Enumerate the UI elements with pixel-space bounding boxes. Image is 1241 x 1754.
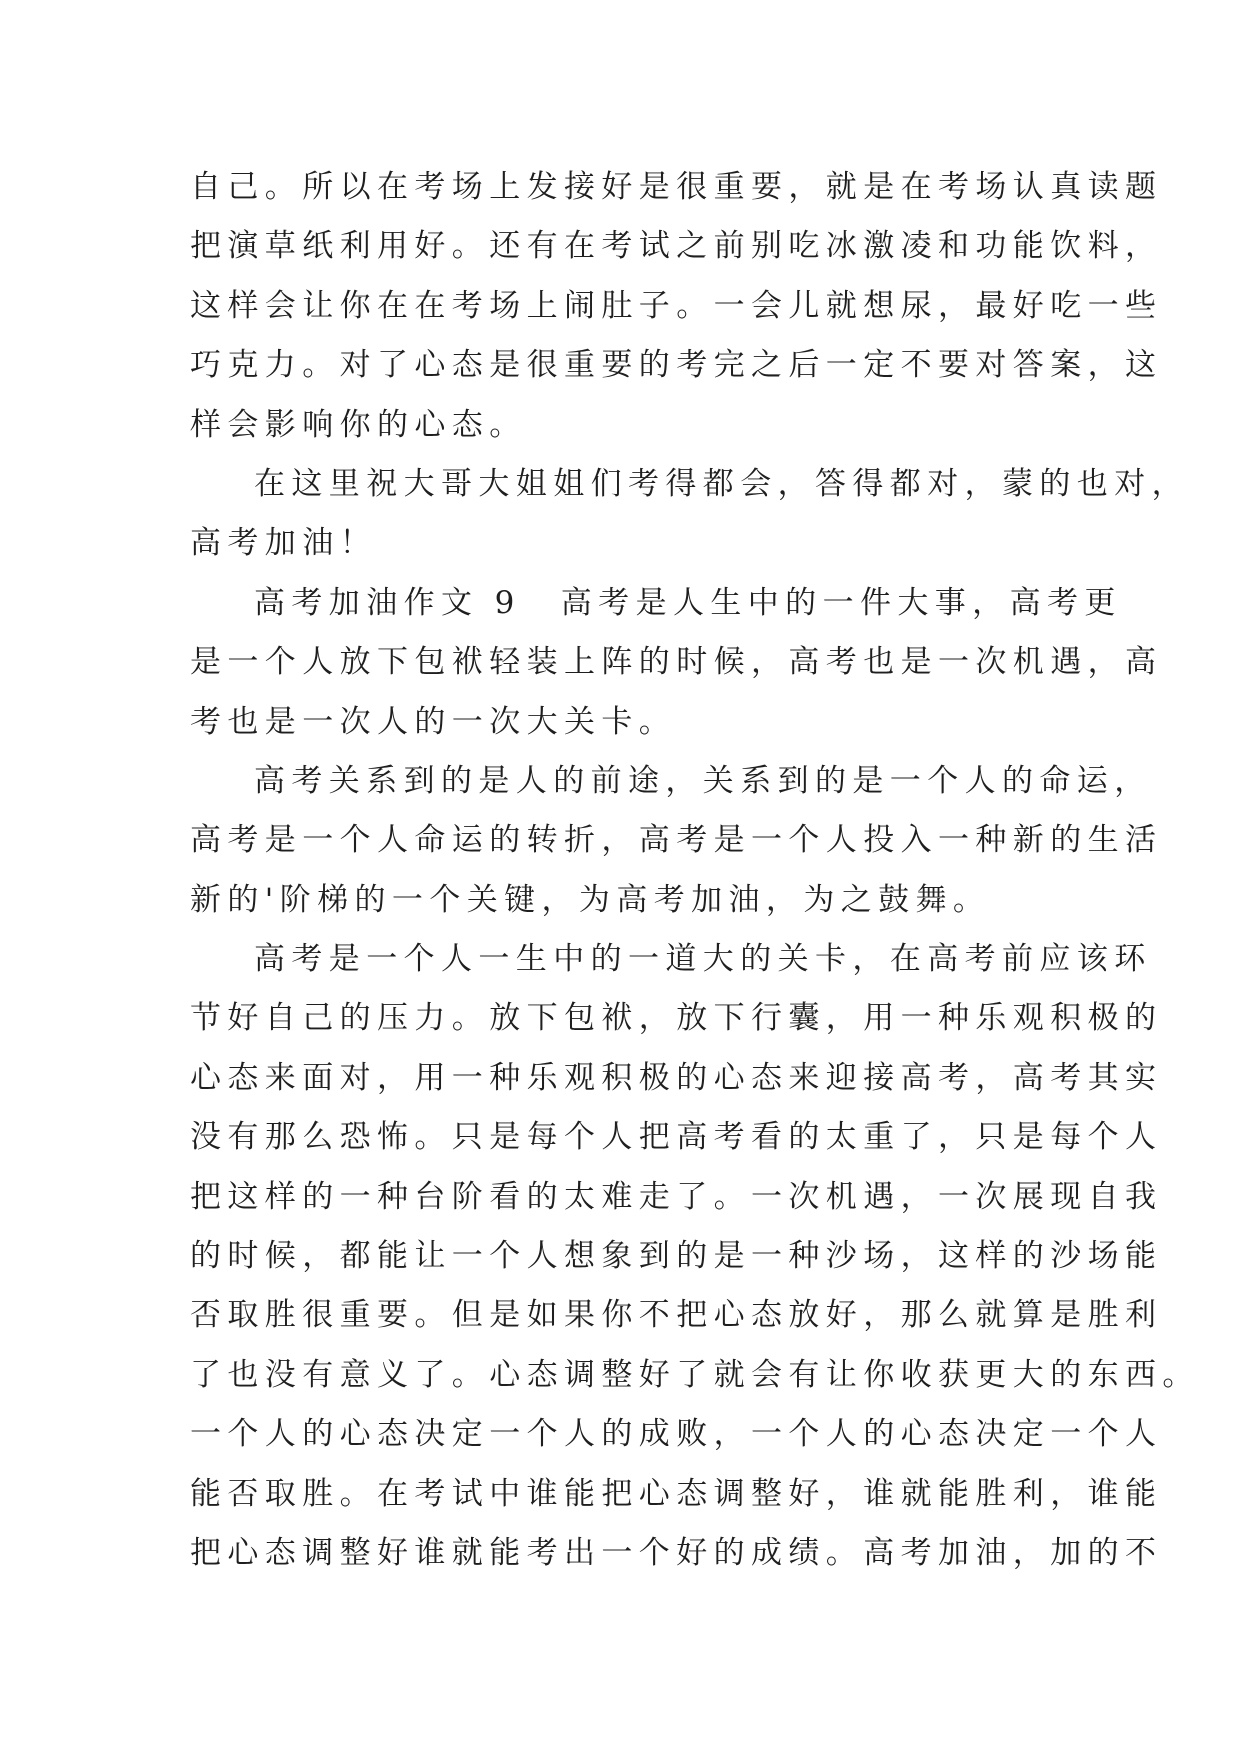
text-line: 是一个人放下包袱轻装上阵的时候，高考也是一次机遇，高	[190, 644, 1163, 681]
text-line: 心态来面对，用一种乐观积极的心态来迎接高考，高考其实	[190, 1059, 1163, 1096]
text-line: 考也是一次人的一次大关卡。	[190, 703, 677, 740]
text-line: 一个人的心态决定一个人的成败，一个人的心态决定一个人	[190, 1416, 1163, 1453]
text-line: 把演草纸利用好。还有在考试之前别吃冰激凌和功能饮料，	[190, 228, 1163, 265]
text-line: 高考加油！	[190, 525, 377, 562]
text-line: 的时候，都能让一个人想象到的是一种沙场，这样的沙场能	[190, 1238, 1163, 1275]
paragraph-start-line: 在这里祝大哥大姐姐们考得都会，答得都对，蒙的也对，	[254, 465, 1189, 502]
paragraph-start-line: 高考关系到的是人的前途，关系到的是一个人的命运，	[254, 762, 1152, 799]
text-line: 把心态调整好谁就能考出一个好的成绩。高考加油，加的不	[190, 1534, 1163, 1571]
section-heading: 高考加油作文 9	[254, 584, 521, 621]
heading-line	[190, 574, 1122, 633]
text-line: 否取胜很重要。但是如果你不把心态放好，那么就算是胜利	[190, 1297, 1163, 1334]
text-line: 节好自己的压力。放下包袱，放下行囊，用一种乐观积极的	[190, 1000, 1163, 1037]
body-text	[190, 158, 1200, 1583]
text-line: 新的'阶梯的一个关键，为高考加油，为之鼓舞。	[190, 881, 991, 918]
text-line: 了也没有意义了。心态调整好了就会有让你收获更大的东西。	[190, 1356, 1200, 1393]
text-line: 样会影响你的心态。	[190, 406, 527, 443]
text-line: 这样会让你在在考场上闹肚子。一会儿就想尿，最好吃一些	[190, 287, 1163, 324]
text-line: 能否取胜。在考试中谁能把心态调整好，谁就能胜利，谁能	[190, 1475, 1163, 1512]
text-line: 自己。所以在考场上发接好是很重要，就是在考场认真读题	[190, 169, 1163, 205]
text-line: 没有那么恐怖。只是每个人把高考看的太重了，只是每个人	[190, 1119, 1163, 1156]
text-line: 把这样的一种台阶看的太难走了。一次机遇，一次展现自我	[190, 1178, 1163, 1215]
text-line: 高考是一个人命运的转折，高考是一个人投入一种新的生活	[190, 822, 1163, 859]
text-line: 巧克力。对了心态是很重要的考完之后一定不要对答案，这	[190, 347, 1163, 384]
paragraph-start: 高考是人生中的一件大事，高考更	[560, 584, 1122, 621]
paragraph-start-line: 高考是一个人一生中的一道大的关卡，在高考前应该环	[254, 941, 1152, 978]
